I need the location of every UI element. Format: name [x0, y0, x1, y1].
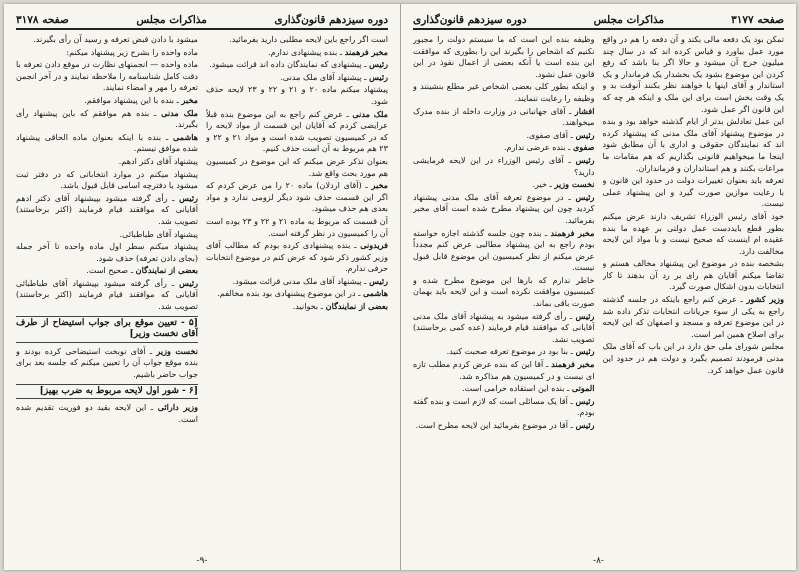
paragraph-text: آن قسمت که مربوط به ماده ۲۱ و ۲۲ و ۲۳ بوده است آن را کمیسیون در نظر گرفته است.	[206, 215, 388, 238]
paragraph-text: تعرفه باید بعنوان تغییرات دولت در حدود این قانون و با رعایت موازین صورت گیرد و این پیشنهاد عملی نیست.	[602, 175, 784, 209]
left-page	[4, 4, 400, 570]
speaker-name: نخست وزیر	[554, 179, 595, 190]
right-page-columns	[413, 34, 784, 554]
speech-paragraph: مخبر ـ (آقای اردلان) ماده ۲۰ را من عرض کردم که اگر این قسمت حذف شود دیگر لزومی ندارد و مواد بعدی هم حذف میشود.	[206, 180, 388, 214]
speech-paragraph	[413, 81, 595, 104]
paragraph-text: میشود با دادن قبض تعرفه و رسید آن رأی بگیرند.	[33, 34, 198, 44]
speaker-name: هاشمی	[363, 288, 388, 299]
speech-paragraph: نخست وزیر ـ آقای نوبخت استیضاحی کرده بودند و بنده موقع جواب آن را تعیین میکنم که جلسه بعد برای جواب حاضر باشیم.	[16, 345, 198, 380]
speaker-name: ملک مدنی	[352, 108, 388, 119]
left-page-footer: -۹-	[196, 556, 208, 566]
speaker-name: رئیس	[179, 192, 198, 203]
speech-paragraph: مخبر ـ بنده با این پیشنهاد موافقم.	[84, 94, 198, 105]
speech-paragraph	[206, 84, 388, 107]
right-header-page-number: صفحه ۳۱۷۷	[731, 14, 784, 26]
paragraph-text: بعنوان تذکر عرض میکنم که این موضوع در کمیسیون هم مورد بحث واقع شد.	[206, 155, 388, 178]
speech-paragraph	[16, 156, 198, 168]
paragraph-text: در این موضوع پیشنهادی بود بنده مخالفم.	[217, 288, 356, 299]
speaker-name: رئیس	[369, 71, 388, 82]
speech-paragraph: رئیس ـ آقا یک مسائلی است که لازم است و بنده گفته بودم.	[413, 395, 595, 418]
speaker-name: رئیس	[575, 310, 595, 321]
paragraph-text: ماده واحده — انجمنهای نظارت در موقع دادن تعرفه با دقت کامل شناسنامه را ملاحظه نمایند و در آخر انجمن تعرفه را مهر و امضاء نمایند.	[16, 59, 198, 93]
speaker-name: مخبر	[181, 94, 198, 105]
speaker-name: رئیس	[575, 129, 595, 140]
paragraph-text: پیشنهاد آقای ملک مدنی قرائت میشود.	[232, 275, 362, 286]
right-header-session: دوره سیزدهم قانون‌گذاری	[413, 14, 527, 26]
right-page-column-left	[413, 34, 595, 554]
left-page-columns	[16, 34, 388, 554]
paragraph-text: رأی گرفته میشود بپیشنهاد آقای دکتر ادهم آقایانی که موافقند قیام فرمایند (اکثر برخاستند) تصویب شد.	[16, 192, 198, 226]
speech-paragraph	[413, 34, 595, 80]
speech-paragraph	[603, 116, 785, 174]
speaker-name: الموتی	[571, 383, 595, 394]
speech-paragraph: نخست وزیر ـ خیر.	[532, 179, 595, 190]
paragraph-text: (آقای اردلان) ماده ۲۰ را من عرض کردم که اگر این قسمت حذف شود دیگر لزومی ندارد و مواد بعدی هم حذف میشود.	[206, 180, 388, 214]
paragraph-text: عرض کنم راجع به این موضوع بنده قبلاً عرایضی کردم که آقایان این قسمت از مواد لایحه را که در کمیسیون تصویب شده است و مواد ۲۱ و ۲۲ و ۲۳ هم مربوط به آن است حذف کنیم.	[206, 108, 388, 154]
speaker-name: هاشمی	[173, 131, 198, 142]
left-header-page-number: صفحه ۳۱۷۸	[16, 14, 69, 26]
paragraph-text: رأی گرفته میشود بپیشنهاد آقای طباطبائی آقایانی که موافقند قیام فرمایند (اکثر برخاستند) تصویب شد.	[16, 277, 198, 312]
speech-paragraph: رئیس ـ رأی گرفته میشود بپیشنهاد آقای دکتر ادهم آقایانی که موافقند قیام فرمایند (اکثر برخاستند) تصویب شد.	[16, 192, 198, 226]
paragraph-text: خود آقای رئیس الوزراء تشریف دارند عرض میکنم بطور قطع بایددست عمل دولتی بر عهده ما بنده عقیده ام اینست که صحیح نیست و با مواد این لایحه مخالفت دارد.	[602, 210, 784, 256]
paragraph-text: آقای نوبخت استیضاحی کرده بودند و بنده موقع جواب آن را تعیین میکنم که جلسه بعد برای جواب حاضر باشیم.	[16, 345, 198, 380]
paragraph-text: بنده پیشنهادی ندارم.	[268, 46, 338, 57]
speaker-name: رئیس	[575, 346, 595, 357]
paragraph-text: بنده چون جلسه گذشته اجازه خواسته بودم راجع به این پیشنهاد مطالبی عرض کنم مجدداً عرض میکنم از نظر کمیسیون این موضوع قابل قبول نیست.	[413, 227, 595, 273]
speaker-name: مخبر	[371, 180, 388, 191]
speaker-name: صفوی	[573, 142, 595, 153]
speech-paragraph	[206, 156, 388, 179]
speech-paragraph: ملک مدنی ـ عرض کنم راجع به این موضوع بنده قبلاً عرایضی کردم که آقایان این قسمت از مواد لایحه را که در کمیسیون تصویب شده است و مواد ۲۱ و ۲۲ و ۲۳ هم مربوط به آن است حذف کنیم.	[206, 108, 388, 154]
paragraph-text: آقا یک مسائلی است که لازم است و بنده گفته بودم.	[413, 395, 595, 418]
right-page-header	[413, 10, 784, 30]
paragraph-text: آقای جهانبانی در وزارت داخله از بنده مدرک میخواهند.	[413, 105, 595, 128]
speaker-name: مخبر فرهمند	[550, 227, 595, 238]
right-page	[400, 4, 796, 570]
speech-paragraph: رئیس ـ در موضوع تعرفه آقای ملک مدنی پیشنهاد کردید چون این پیشنهاد مطرح شده است آقای مخبر بفرمائید.	[413, 191, 595, 225]
speaker-name: رئیس	[575, 395, 595, 406]
paragraph-text: عرض کنم راجع باینکه در جلسه گذشته راجع به یکی از سوء جریانات انتخابات تذکر داده شد در این موضوع تعرفه و مسجد و اصفهان که این لایحه برای اصلاح همین امر است.	[602, 294, 784, 339]
paragraph-text: خاطر ندارم که بارها این موضوع مطرح شده و کمیسیون موافقت نکرده است و این لایحه باید بهمان صورت باقی بماند.	[413, 274, 595, 309]
speech-paragraph	[603, 175, 785, 210]
speech-paragraph	[16, 169, 198, 192]
speech-paragraph: رئیس ـ رأی گرفته میشود بپیشنهاد آقای طباطبائی آقایانی که موافقند قیام فرمایند (اکثر برخاستند) تصویب شد.	[16, 277, 198, 312]
speaker-name: رئیس	[575, 420, 595, 430]
speaker-name: وزیر دارائی	[157, 402, 198, 413]
left-page-column-right	[206, 34, 388, 554]
speaker-name: وزیر کشور	[746, 294, 784, 305]
speech-paragraph	[16, 59, 198, 94]
speech-paragraph: رئیس ـ بنا بود در موضوع تعرفه صحبت کنید.	[446, 346, 595, 357]
left-page-header	[16, 10, 388, 30]
paragraph-text: رأی گرفته میشود به پیشنهاد آقای ملک مدنی آقایانی که موافقند قیام فرمایند (عده کمی برخاستند) تصویب نشد.	[413, 310, 595, 344]
speaker-name: رئیس	[369, 275, 388, 286]
speech-paragraph	[16, 34, 198, 46]
speech-paragraph	[16, 229, 198, 241]
speech-paragraph: ملک مدنی ـ بنده هم موافقم که باین پیشنهاد رأی بگیرند.	[16, 107, 198, 130]
left-page-column-left	[16, 34, 198, 554]
paragraph-text: پیشنهاد آقای طباطبائی.	[119, 228, 198, 239]
speech-paragraph	[603, 341, 785, 376]
speech-paragraph: مخبر فرهمند ـ بنده چون جلسه گذشته اجازه خواسته بودم راجع به این پیشنهاد مطالبی عرض کنم مجدداً عرض میکنم از نظر کمیسیون این موضوع قابل قبول نیست.	[413, 227, 595, 273]
speech-paragraph: هاشمی ـ بنده با اینکه بعنوان ماده الحاقی پیشنهاد شده موافق نیستم.	[16, 131, 198, 154]
paragraph-text: این لایحه بقید دو فوریت تقدیم شده است.	[16, 402, 198, 424]
paragraph-text: است اگر راجع باین لایحه مطلبی دارید بفرمائید.	[229, 34, 388, 44]
paragraph-text: پیشنهاد میکنم سطر اول ماده واحده تا آخر جمله (بجای دادن تعرفه) حذف شود.	[16, 241, 198, 263]
speaker-name: بعضی از نمایندگان	[325, 301, 388, 312]
section-heading: [۵ - تعیین موقع برای جواب استیضاح از طرف آقای نخست وزیر]	[16, 316, 198, 343]
paragraph-text: بشخصه بنده در موضوع این پیشنهاد مخالف هستم و تقاضا میکنم آقایان هم رای بر رد آن بدهند تا کار انتخابات بدون اشکال صورت گیرد.	[602, 258, 784, 292]
speech-paragraph	[603, 211, 785, 257]
speaker-name: بعضی از نمایندگان	[135, 265, 198, 276]
speaker-name: رئیس	[575, 154, 595, 165]
speech-paragraph: افشار ـ آقای جهانبانی در وزارت داخله از بنده مدرک میخواهند.	[413, 105, 595, 128]
speaker-name: رئیس	[575, 191, 595, 202]
speaker-name: ملک مدنی	[161, 107, 198, 118]
paragraph-text: بنده این استفاده حرامی است.	[462, 383, 565, 394]
speech-paragraph	[603, 34, 785, 115]
right-header-title: مذاکرات مجلس	[593, 14, 665, 26]
paragraph-text: پیشنهاد میکنم در موارد انتخاباتی که در دفتر ثبت میشود یا دفترچه اسامی قابل قبول باشد.	[16, 168, 198, 191]
speech-paragraph: رئیس ـ پیشنهادی که نمایندگان داده اند قرائت میشود.	[209, 59, 388, 70]
left-header-session: دوره سیزدهم قانون‌گذاری	[274, 14, 388, 26]
speech-paragraph	[16, 241, 198, 264]
speech-paragraph: وزیر کشور ـ عرض کنم راجع باینکه در جلسه گذشته راجع به یکی از سوء جریانات انتخابات تذکر داده شد در این موضوع تعرفه و مسجد و اصفهان که این لایحه برای اصلاح همین امر است.	[602, 294, 784, 339]
speaker-name: رئیس	[369, 59, 388, 70]
speech-paragraph	[603, 258, 785, 293]
paragraph-text: پیشنهاد آقای ملک مدنی.	[280, 71, 362, 82]
speech-paragraph: صفوی ـ بنده عرضی ندارم.	[503, 142, 595, 153]
speech-paragraph: رئیس ـ آقای صفوی.	[526, 129, 595, 140]
paragraph-text: پیشنهاد آقای دکتر ادهم.	[118, 155, 198, 166]
paragraph-text: خیر.	[532, 179, 547, 190]
paragraph-text: بنده پیشنهادی کرده بودم که مطالب آقای وزیر کشور ذکر شود که عرض کنم در موضوع انتخابات حرفی ندارم.	[206, 240, 388, 274]
speech-paragraph: فریدونی ـ بنده پیشنهادی کرده بودم که مطالب آقای وزیر کشور ذکر شود که عرض کنم در موضوع انتخابات حرفی ندارم.	[206, 240, 388, 274]
paragraph-text: بنده عرضی ندارم.	[503, 142, 566, 153]
speech-paragraph	[206, 216, 388, 239]
speech-paragraph: رئیس ـ رأی گرفته میشود به پیشنهاد آقای ملک مدنی آقایانی که موافقند قیام فرمایند (عده کمی برخاستند) تصویب نشد.	[413, 310, 595, 344]
speech-paragraph: بعضی از نمایندگان ـ بخوانید.	[292, 301, 388, 312]
paragraph-text: ماده واحده را بشرح زیر پیشنهاد میکنم:	[66, 46, 198, 57]
paragraph-text: بنده با این پیشنهاد موافقم.	[84, 94, 174, 105]
right-page-footer: -۸-	[593, 556, 604, 566]
speech-paragraph: مخبر فرهمند ـ بنده پیشنهادی ندارم.	[268, 46, 388, 57]
speech-paragraph	[413, 275, 595, 310]
left-header-title: مذاکرات مجلس	[136, 14, 207, 26]
paragraph-text: در موضوع تعرفه آقای ملک مدنی پیشنهاد کردید چون این پیشنهاد مطرح شده است آقای مخبر بفرمائید.	[413, 191, 595, 225]
speech-paragraph	[206, 34, 388, 46]
paragraph-text: وظیفه بنده این است که ما سیستم دولت را مجبور نکنیم که اشخاص را بگیرند این را بطوری که موافقت این بنده است یا آنکه بعضی از اعمال نفوذ در این قانون عمل نشود.	[413, 34, 595, 79]
document-spread	[4, 4, 796, 570]
speech-paragraph: رئیس ـ پیشنهاد آقای ملک مدنی قرائت میشود.	[232, 275, 388, 286]
paragraph-text: آقا این که بنده عرض کردم مطلب تازه ای نیست و در کمیسیون هم مذاکره شد.	[413, 359, 595, 381]
paragraph-text: بنده با اینکه بعنوان ماده الحاقی پیشنهاد شده موافق نیستم.	[16, 131, 198, 154]
section-heading: [۶ - شور اول لایحه مربوط به ضرب بهیز]	[16, 384, 198, 400]
speech-paragraph: رئیس ـ پیشنهاد آقای ملک مدنی.	[280, 71, 388, 82]
speaker-name: مخبر فرهمند	[344, 46, 388, 57]
speaker-name: فریدونی	[360, 240, 388, 251]
paragraph-text: تمکن بود یک دفعه مالی بکند و آن دفعه را هم در واقع مورد عمل بیاورد و قیاس کرده اند که در سال چند میلیون خرج آن میشود و حالا اگر بنا باشد که رفع کردن این موضوع بشود یک بخشدار یک فرماندار و یک استاندار و آقای اینها با خواهند نظر بکنند آنوقت بد و یک وقت بخش است برای این ملک و اینکه هر چه که این قانون اگر عمل شود.	[602, 34, 784, 114]
speech-paragraph: الموتی ـ بنده این استفاده حرامی است.	[462, 383, 595, 394]
paragraph-text: صحیح است.	[86, 265, 129, 276]
speech-paragraph: رئیس ـ آقا در موضوع بفرمائید این لایحه مطرح است.	[415, 420, 595, 430]
speaker-name: مخبر فرهمند	[551, 359, 595, 370]
paragraph-text: آقای رئیس الوزراء در این لایحه فرمایشی دارید؟	[413, 154, 595, 177]
paragraph-text: این عمل تعادلش بدتر از ایام گذشته خواهد بود و بنده در موضوع پیشنهاد آقای ملک مدنی که پیشنهاد کرده اند که نمایندگان حقوقی و اداری با آن مطابق شود اینجا ما میخواهیم قانونی بگذاریم که هم مقامات ما مراعات بکنند و هم استانداران و فرمانداران.	[602, 116, 784, 173]
speech-paragraph	[16, 47, 198, 59]
speaker-name: افشار	[574, 105, 595, 116]
paragraph-text: مجلس شورای ملی حق دارد در این باب که آقای ملک مدنی فرمودند تصمیم بگیرد و دولت هم در حدود این قانون عمل خواهد کرد.	[602, 341, 784, 375]
paragraph-text: آقا در موضوع بفرمائید این لایحه مطرح است.	[415, 420, 569, 430]
speech-paragraph: هاشمی ـ در این موضوع پیشنهادی بود بنده مخالفم.	[217, 288, 388, 299]
paragraph-text: پیشنهادی که نمایندگان داده اند قرائت میشود.	[209, 59, 362, 70]
paragraph-text: پیشنهاد میکنم ماده ۲۰ و ۲۱ و ۲۲ و ۲۳ لایحه حذف شود.	[206, 84, 388, 106]
paragraph-text: بنده هم موافقم که باین پیشنهاد رأی بگیرند.	[16, 107, 198, 130]
paragraph-text: بخوانید.	[292, 301, 319, 312]
speech-paragraph: رئیس ـ آقای رئیس الوزراء در این لایحه فرمایشی دارید؟	[413, 154, 595, 177]
speech-paragraph: بعضی از نمایندگان ـ صحیح است.	[86, 265, 198, 276]
right-page-column-right	[603, 34, 785, 554]
paragraph-text: و اینکه بطور کلی بعضی اشخاص غیر مطلع بنشینند و وظیفه را رعایت ننمایند.	[413, 81, 595, 103]
paragraph-text: بنا بود در موضوع تعرفه صحبت کنید.	[446, 346, 569, 357]
speech-paragraph: وزیر دارائی ـ این لایحه بقید دو فوریت تقدیم شده است.	[16, 402, 198, 424]
speaker-name: نخست وزیر	[156, 345, 198, 356]
speaker-name: رئیس	[179, 277, 198, 288]
speech-paragraph: مخبر فرهمند ـ آقا این که بنده عرض کردم مطلب تازه ای نیست و در کمیسیون هم مذاکره شد.	[413, 359, 595, 381]
paragraph-text: آقای صفوی.	[526, 129, 569, 140]
